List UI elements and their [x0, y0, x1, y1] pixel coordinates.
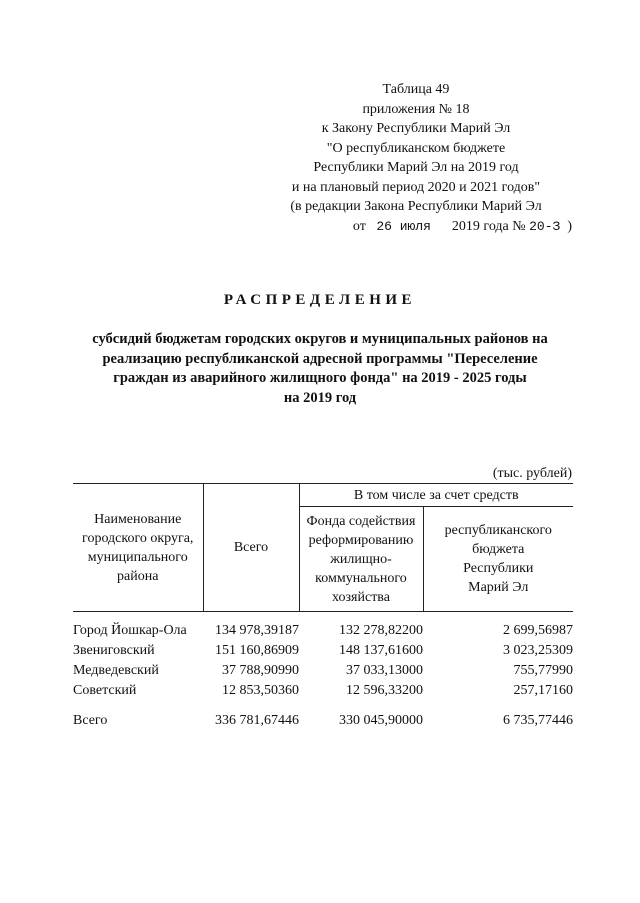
date-day-month: 26 июля [376, 218, 431, 234]
header-line-law: к Закону Республики Марий Эл [321, 121, 511, 136]
subtitle-line-4: на 2019 год [283, 389, 357, 406]
row-total: 12 853,50360 [222, 683, 299, 698]
header-line-table-number: Таблица 49 [382, 82, 450, 97]
header-line-revision: (в редакции Закона Республики Марий Эл [290, 199, 542, 214]
row-total: 151 160,86909 [215, 643, 299, 658]
row-total: 134 978,39187 [215, 623, 299, 638]
date-prefix: от [352, 218, 366, 234]
law-number: 20-З [529, 218, 561, 234]
row-fund: 148 137,61600 [339, 643, 423, 658]
header-line-appendix: приложения № 18 [362, 101, 470, 117]
subtitle-line-3: граждан из аварийного жилищного фонда" на 2019 - 2025 годы [113, 370, 527, 386]
column-header-name: Наименование городского округа, муниципального района [73, 484, 203, 612]
total-row-name: Всего [73, 713, 108, 728]
header-line-law-title-2: Республики Марий Эл на 2019 год [313, 160, 519, 175]
row-fund: 12 596,33200 [346, 683, 423, 698]
spacer-row [73, 701, 573, 711]
column-header-republic: республиканского бюджета Республики Марий Эл [423, 507, 573, 612]
table-row [73, 661, 573, 681]
subsidy-table [73, 483, 573, 731]
document-header [256, 80, 576, 236]
header-date-line [256, 217, 576, 237]
row-name: Медведевский [73, 663, 159, 678]
row-fund: 132 278,82200 [339, 623, 423, 638]
total-row-republic: 6 735,77446 [503, 713, 573, 728]
row-fund: 37 033,13000 [346, 663, 423, 678]
total-row-total: 336 781,67446 [215, 713, 299, 728]
document-subtitle [70, 330, 570, 408]
row-name: Город Йошкар-Ола [73, 623, 187, 638]
subtitle-line-2: реализацию республиканской адресной программы "Переселение [102, 350, 538, 367]
subtitle-line-1: субсидий бюджетам городских округов и муниципальных районов на [92, 331, 548, 347]
table-row [73, 641, 573, 661]
header-line-law-title-3: и на плановый период 2020 и 2021 годов" [291, 179, 541, 195]
row-republic: 2 699,56987 [503, 623, 573, 638]
row-name: Советский [73, 683, 137, 698]
table-row [73, 612, 573, 642]
date-suffix: ) [567, 218, 572, 234]
row-name: Звениговский [73, 643, 155, 658]
header-line-law-title-1: "О республиканском бюджете [326, 140, 506, 156]
total-row [73, 711, 573, 731]
row-total: 37 788,90990 [222, 663, 299, 678]
column-header-total: Всего [203, 484, 299, 612]
document-title: РАСПРЕДЕЛЕНИЕ [223, 292, 417, 308]
row-republic: 3 023,25309 [503, 643, 573, 658]
column-header-group: В том числе за счет средств [299, 484, 573, 507]
date-year: 2019 года № [451, 218, 526, 234]
total-row-fund: 330 045,90000 [339, 713, 423, 728]
table-row [73, 681, 573, 701]
row-republic: 755,77990 [513, 663, 573, 678]
units-label: (тыс. рублей) [492, 466, 572, 481]
row-republic: 257,17160 [513, 683, 573, 698]
column-header-fund: Фонда содействия реформированию жилищно-коммунального хозяйства [299, 507, 423, 612]
